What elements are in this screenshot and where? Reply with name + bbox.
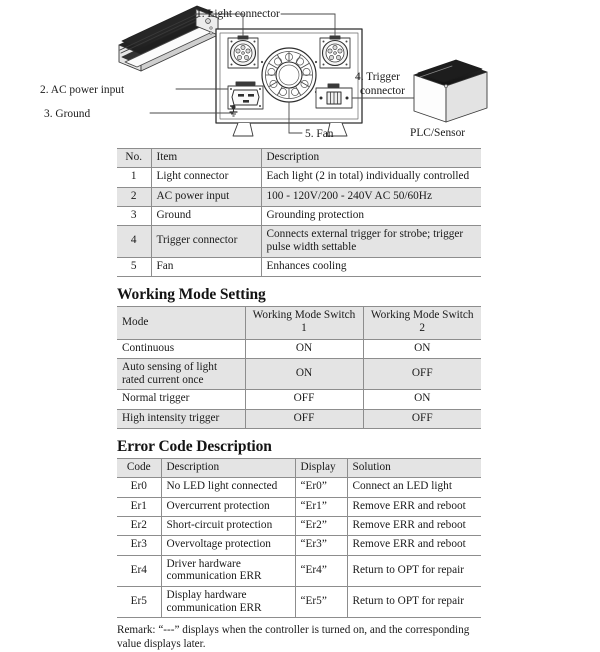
table-row [117,536,481,555]
table-row [117,206,481,225]
cell-switch-2: ON [414,392,431,405]
cell-code: Er0 [117,478,161,497]
col-header-description: Description [261,149,481,168]
cell-item: Trigger connector [151,226,261,257]
cell-solution: Return to OPT for repair [352,594,464,607]
col-header-solution: Solution [347,458,481,477]
cell-code: Er5 [117,586,161,617]
cell-mode: High intensity trigger [117,409,245,428]
working-mode-heading: Working Mode Setting [117,285,266,303]
table-row [117,586,481,617]
plc-sensor-illustration [414,60,487,122]
cell-display: “Er0” [295,478,347,497]
light-connector-socket-2 [320,36,350,68]
cell-description: Enhances cooling [266,259,347,272]
cell-display: “Er5” [295,586,347,617]
table-row [117,497,481,516]
table-row [117,516,481,535]
ports-table [117,148,481,277]
cell-item: AC power input [151,187,261,206]
diagram-svg [0,0,600,148]
table-header-row [117,458,481,477]
cell-no: 3 [117,206,151,225]
section-error-codes [0,438,600,652]
cell-description: 100 - 120V/200 - 240V AC 50/60Hz [266,189,432,202]
cell-no: 5 [117,257,151,276]
working-mode-table [117,306,481,429]
label-trigger-connector-line2: connector [360,85,405,97]
cell-switch-1: OFF [245,409,363,428]
table-row [117,257,481,276]
col-header-code: Code [117,458,161,477]
label-ac-power-input: 2. AC power input [40,84,125,96]
cell-item: Ground [151,206,261,225]
label-ground: 3. Ground [44,108,91,120]
table-row [117,168,481,187]
col-header-display: Display [295,458,347,477]
cell-description: Short-circuit protection [161,516,295,535]
trigger-connector-terminal [316,84,352,108]
col-header-no: No. [117,149,151,168]
cell-mode: Auto sensing of light rated current once [117,358,245,389]
cell-solution: Remove ERR and reboot [352,499,466,512]
cell-mode: Continuous [117,339,245,358]
table-row [117,409,481,428]
col-header-switch-2: Working Mode Switch 2 [363,306,481,339]
product-diagram [0,0,600,148]
cell-description: Display hardware communication ERR [161,586,295,617]
cell-switch-2: OFF [411,366,433,379]
section-ports [0,148,600,277]
table-row [117,187,481,206]
document-content [0,148,600,652]
cell-solution: Return to OPT for repair [352,563,464,576]
error-code-table [117,458,481,618]
cell-switch-1: ON [245,358,363,389]
table-header-row [117,149,481,168]
cell-mode: Normal trigger [117,390,245,409]
table-row [117,478,481,497]
cell-description: Each light (2 in total) individually controlled [266,170,470,183]
cooling-fan-grille [261,48,317,102]
light-connector-socket-1 [228,36,258,68]
cell-code: Er3 [117,536,161,555]
label-light-connector: 1. Light connector [196,8,280,20]
cell-no: 1 [117,168,151,187]
label-trigger-connector-line1: 4. Trigger [355,71,400,83]
section-working-mode [0,286,600,429]
col-header-description: Description [161,458,295,477]
cell-code: Er1 [117,497,161,516]
table-header-row [117,306,481,339]
cell-display: “Er2” [295,516,347,535]
cell-description: Grounding protection [266,208,365,221]
cell-code: Er4 [117,555,161,586]
cell-no: 2 [117,187,151,206]
col-header-item: Item [151,149,261,168]
table-row [117,226,481,257]
table-row [117,358,481,389]
cell-description: Connects external trigger for strobe; trigger pulse width settable [266,228,464,253]
cell-switch-1: ON [245,339,363,358]
cell-description: Overcurrent protection [161,497,295,516]
error-code-remark: Remark: “---” displays when the controller is turned on, and the corresponding value displays later. [117,624,470,651]
table-row [117,390,481,409]
cell-code: Er2 [117,516,161,535]
cell-item: Light connector [151,168,261,187]
cell-switch-2: OFF [411,411,433,424]
cell-item: Fan [151,257,261,276]
cell-display: “Er4” [295,555,347,586]
cell-solution: Remove ERR and reboot [352,538,466,551]
cell-solution: Connect an LED light [352,480,452,493]
col-header-switch-1: Working Mode Switch 1 [245,306,363,339]
cell-description: Driver hardware communication ERR [161,555,295,586]
label-fan: 5. Fan [305,128,334,140]
cell-switch-2: ON [414,341,431,354]
cell-display: “Er3” [295,536,347,555]
ac-power-inlet [228,82,263,109]
cell-description: No LED light connected [161,478,295,497]
table-row [117,555,481,586]
cell-no: 4 [117,226,151,257]
cell-display: “Er1” [295,497,347,516]
table-row [117,339,481,358]
label-plc-sensor: PLC/Sensor [410,127,466,139]
error-code-heading: Error Code Description [117,437,272,455]
cell-solution: Remove ERR and reboot [352,518,466,531]
cell-description: Overvoltage protection [161,536,295,555]
col-header-mode: Mode [117,306,245,339]
cell-switch-1: OFF [245,390,363,409]
